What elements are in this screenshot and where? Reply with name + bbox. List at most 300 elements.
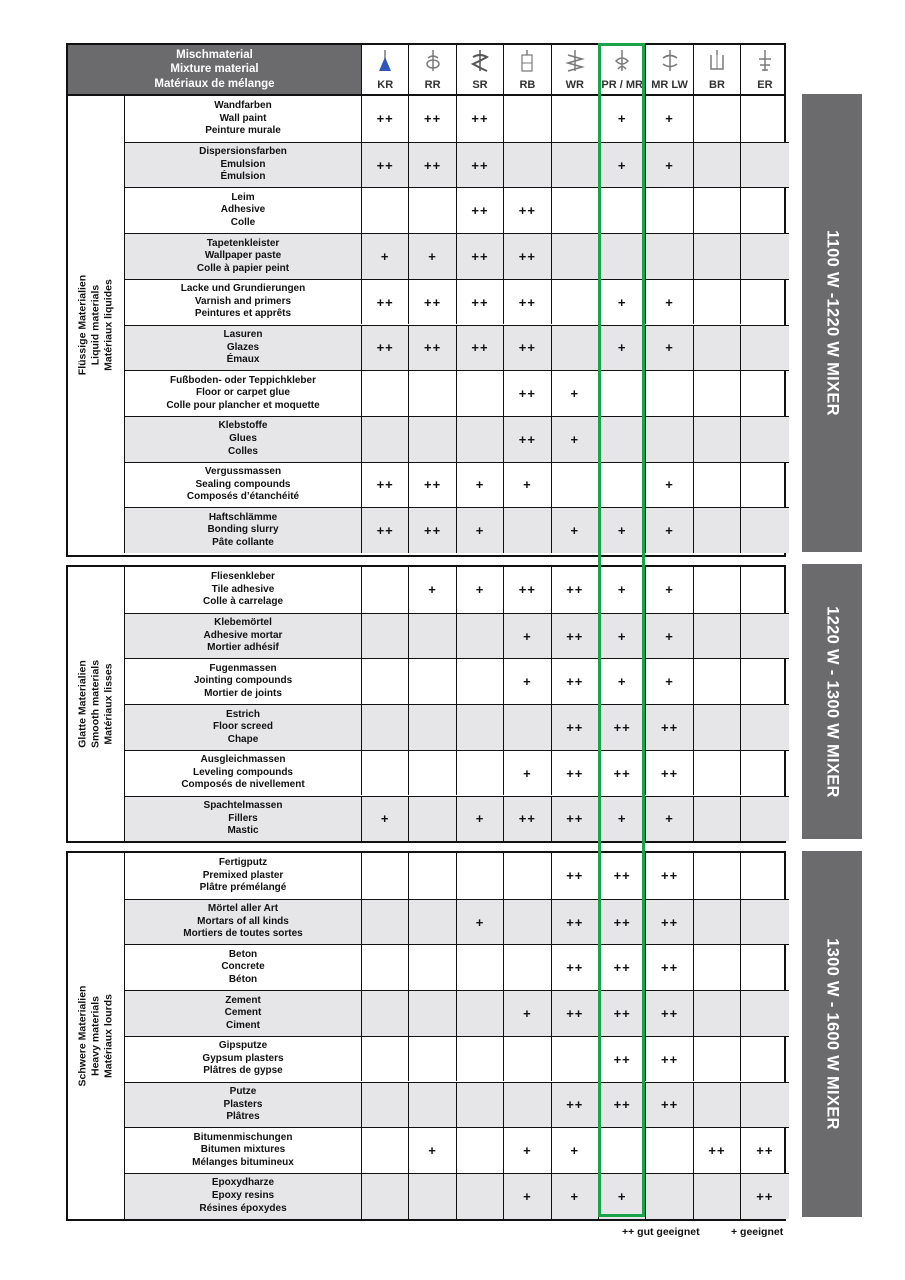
rating-cell: ++ <box>599 704 646 750</box>
column-header-wr <box>552 45 599 94</box>
rating-cell <box>409 613 456 659</box>
rating-cell <box>552 279 599 325</box>
rating-cell: ++ <box>362 507 409 553</box>
rating-cell <box>362 750 409 796</box>
material-name <box>125 507 362 553</box>
material-name-line: Lasuren <box>223 328 263 340</box>
rating-cell <box>599 233 646 279</box>
rating-cell <box>457 416 504 462</box>
rating-cell: ++ <box>599 990 646 1036</box>
rating-cell <box>362 853 409 899</box>
material-name-line: Bitumen mixtures <box>200 1144 286 1156</box>
table-row <box>68 658 784 704</box>
material-name <box>125 613 362 659</box>
rating-cell <box>362 1127 409 1173</box>
material-name-line: Concrete <box>221 961 265 973</box>
material-name-line: Zement <box>225 994 261 1006</box>
rating-cell: ++ <box>552 796 599 842</box>
rating-cell <box>741 853 788 899</box>
table-row <box>68 370 784 416</box>
group-label-line: Glatte Materialien <box>76 660 89 748</box>
rating-cell <box>646 1173 693 1219</box>
rating-cell: ++ <box>646 990 693 1036</box>
rating-cell <box>362 1036 409 1082</box>
rating-cell <box>694 899 741 945</box>
material-name-line: Dispersionsfarben <box>199 146 287 158</box>
rating-cell <box>409 704 456 750</box>
rating-cell <box>457 704 504 750</box>
material-name-line: Gipsputze <box>218 1040 268 1052</box>
material-group-3 <box>66 851 786 1221</box>
material-name <box>125 853 362 899</box>
rating-cell: + <box>646 658 693 704</box>
rating-cell: ++ <box>504 279 551 325</box>
rating-cell <box>457 613 504 659</box>
rating-cell <box>409 796 456 842</box>
rating-cell <box>741 325 788 371</box>
material-name-line: Bitumenmischungen <box>193 1131 293 1143</box>
material-name-line: Wall paint <box>219 112 267 124</box>
material-name-line: Vergussmassen <box>204 466 282 478</box>
rating-cell: + <box>599 796 646 842</box>
rating-cell <box>694 567 741 613</box>
material-name-line: Plâtre prémélangé <box>199 882 287 894</box>
rating-cell: + <box>599 96 646 142</box>
rating-cell <box>409 899 456 945</box>
rating-cell <box>457 750 504 796</box>
rating-cell <box>552 462 599 508</box>
rating-cell <box>741 704 788 750</box>
rating-cell <box>694 750 741 796</box>
rating-cell <box>599 416 646 462</box>
material-name-line: Émulsion <box>220 171 266 183</box>
rating-cell <box>362 187 409 233</box>
rating-cell <box>504 944 551 990</box>
rating-cell: + <box>646 507 693 553</box>
material-name <box>125 899 362 945</box>
rating-cell: + <box>646 142 693 188</box>
rating-cell <box>694 187 741 233</box>
material-name <box>125 944 362 990</box>
material-name-line: Premixed plaster <box>202 869 284 881</box>
rating-cell <box>741 187 788 233</box>
wattage-label: 1100 W -1220 W MIXER <box>823 230 842 416</box>
column-code: SR <box>472 79 488 91</box>
material-name <box>125 704 362 750</box>
rating-cell: + <box>504 658 551 704</box>
table-row <box>68 944 784 990</box>
material-name <box>125 325 362 371</box>
material-name-line: Mortiers de toutes sortes <box>183 928 303 940</box>
rating-cell <box>409 370 456 416</box>
rating-cell: ++ <box>362 462 409 508</box>
rating-cell: ++ <box>646 1082 693 1128</box>
rating-cell: ++ <box>552 899 599 945</box>
material-name-line: Sealing compounds <box>195 478 291 490</box>
rating-cell: + <box>646 462 693 508</box>
material-name-line: Plâtres <box>226 1111 260 1123</box>
material-name-line: Klebemörtel <box>214 617 272 629</box>
rating-cell <box>694 96 741 142</box>
rating-cell: ++ <box>552 750 599 796</box>
rating-cell <box>457 370 504 416</box>
column-header-mr-lw <box>646 45 693 94</box>
rating-cell <box>694 416 741 462</box>
column-code: RR <box>424 79 441 91</box>
rating-cell <box>741 142 788 188</box>
rating-cell <box>694 1173 741 1219</box>
rating-cell: + <box>646 796 693 842</box>
rating-cell <box>552 142 599 188</box>
rating-cell: + <box>552 370 599 416</box>
group-label-line: Liquid materials <box>89 284 102 365</box>
rating-cell: ++ <box>409 462 456 508</box>
table-row <box>68 233 784 279</box>
rating-cell <box>741 416 788 462</box>
rating-cell: ++ <box>504 416 551 462</box>
rating-cell <box>504 96 551 142</box>
rating-cell <box>362 370 409 416</box>
rating-cell <box>552 325 599 371</box>
group-label-line: Smooth materials <box>89 659 102 749</box>
rating-cell <box>362 1173 409 1219</box>
rating-cell <box>552 187 599 233</box>
group-label-line: Flüssige Materialien <box>76 274 89 375</box>
material-name-line: Colle à papier peint <box>196 262 290 274</box>
table-row <box>68 567 784 613</box>
rating-cell <box>694 944 741 990</box>
column-header-er <box>741 45 788 94</box>
rating-cell <box>741 370 788 416</box>
rating-cell <box>694 233 741 279</box>
rating-cell <box>741 1036 788 1082</box>
column-header-pr-mr <box>599 45 646 94</box>
rating-cell: + <box>504 990 551 1036</box>
group-label-line: Matériaux lourds <box>102 993 115 1079</box>
table-row <box>68 416 784 462</box>
rating-cell: ++ <box>552 658 599 704</box>
legend-good: ++ gut geeignet <box>622 1226 700 1238</box>
wattage-sidebar <box>802 564 862 839</box>
rating-cell: ++ <box>552 990 599 1036</box>
rating-cell <box>646 187 693 233</box>
rating-cell: + <box>409 1127 456 1173</box>
rating-cell <box>694 462 741 508</box>
rating-cell <box>504 142 551 188</box>
material-name-line: Estrich <box>226 708 260 720</box>
material-name-line: Fertigputz <box>218 856 268 868</box>
rating-cell <box>694 613 741 659</box>
rating-cell: + <box>457 567 504 613</box>
material-name <box>125 142 362 188</box>
rating-cell: ++ <box>694 1127 741 1173</box>
rating-cell: ++ <box>457 187 504 233</box>
rating-cell <box>694 990 741 1036</box>
rating-cell <box>694 853 741 899</box>
material-name <box>125 750 362 796</box>
material-name <box>125 1036 362 1082</box>
rating-cell <box>362 1082 409 1128</box>
material-name-line: Colle pour plancher et moquette <box>166 399 320 411</box>
rating-cell: ++ <box>504 796 551 842</box>
rating-cell <box>741 796 788 842</box>
rating-cell <box>741 567 788 613</box>
rating-cell <box>409 658 456 704</box>
rating-cell: ++ <box>409 142 456 188</box>
rating-cell <box>694 279 741 325</box>
group-label-line: Matériaux liquides <box>102 278 115 371</box>
group-label-line: Matériaux lisses <box>102 663 115 745</box>
material-name <box>125 370 362 416</box>
material-name <box>125 96 362 142</box>
rating-cell: + <box>552 1127 599 1173</box>
table-row <box>68 796 784 842</box>
material-name-line: Colle <box>230 217 256 229</box>
material-name <box>125 1127 362 1173</box>
rating-cell: + <box>504 462 551 508</box>
rating-cell: + <box>599 567 646 613</box>
material-name-line: Ausgleichmassen <box>200 754 286 766</box>
rating-cell <box>694 370 741 416</box>
table-row <box>68 325 784 371</box>
material-name-line: Composés d’étanchéité <box>186 491 300 503</box>
column-code: ER <box>757 79 773 91</box>
column-code: KR <box>377 79 394 91</box>
material-name-line: Colles <box>227 445 258 457</box>
rating-cell: ++ <box>504 187 551 233</box>
wattage-sidebar <box>802 851 862 1217</box>
rating-cell <box>646 1127 693 1173</box>
material-name-line: Béton <box>228 974 258 986</box>
rating-cell: ++ <box>552 613 599 659</box>
rating-cell <box>362 990 409 1036</box>
rating-cell: ++ <box>646 944 693 990</box>
column-header-br <box>694 45 741 94</box>
rating-cell: ++ <box>599 1036 646 1082</box>
table-row <box>68 507 784 553</box>
rating-cell: ++ <box>504 370 551 416</box>
material-name-line: Émaux <box>226 354 260 366</box>
rating-cell <box>646 416 693 462</box>
rating-cell <box>409 990 456 1036</box>
rating-cell: ++ <box>599 853 646 899</box>
rating-cell <box>694 142 741 188</box>
rating-cell <box>504 1082 551 1128</box>
rating-cell: ++ <box>409 279 456 325</box>
rating-cell <box>457 1127 504 1173</box>
column-header-rb <box>504 45 551 94</box>
table-row <box>68 704 784 750</box>
rating-cell: ++ <box>504 325 551 371</box>
rating-cell: + <box>646 613 693 659</box>
rating-cell: ++ <box>646 899 693 945</box>
material-name-line: Plâtres de gypse <box>203 1065 283 1077</box>
rating-cell: ++ <box>646 1036 693 1082</box>
rating-cell <box>457 944 504 990</box>
table-row <box>68 990 784 1036</box>
material-name <box>125 1082 362 1128</box>
material-name <box>125 416 362 462</box>
material-name-line: Colle à carrelage <box>202 596 284 608</box>
rating-cell <box>504 704 551 750</box>
rating-cell <box>741 944 788 990</box>
rating-cell <box>552 233 599 279</box>
rating-cell: + <box>457 899 504 945</box>
material-name <box>125 658 362 704</box>
material-name-line: Mortars of all kinds <box>197 915 289 927</box>
material-name-line: Mélanges bitumineux <box>192 1156 294 1168</box>
rating-cell: + <box>504 1127 551 1173</box>
rating-cell <box>504 853 551 899</box>
rating-cell: ++ <box>552 704 599 750</box>
rating-cell: ++ <box>741 1173 788 1219</box>
rating-cell: ++ <box>409 507 456 553</box>
rating-cell: ++ <box>552 567 599 613</box>
rating-cell: ++ <box>362 279 409 325</box>
table-header <box>66 43 786 96</box>
rating-cell <box>362 613 409 659</box>
material-name-line: Bonding slurry <box>207 524 279 536</box>
column-header-sr <box>457 45 504 94</box>
material-name <box>125 567 362 613</box>
rating-cell: + <box>457 796 504 842</box>
rating-cell <box>694 658 741 704</box>
rating-cell: ++ <box>552 1082 599 1128</box>
rating-cell: ++ <box>362 325 409 371</box>
rating-cell <box>599 462 646 508</box>
rating-cell: + <box>599 507 646 553</box>
material-name-line: Gypsum plasters <box>202 1052 284 1064</box>
rating-cell: ++ <box>409 325 456 371</box>
material-name-line: Résines époxydes <box>199 1202 287 1214</box>
rating-cell: ++ <box>599 1082 646 1128</box>
wattage-label: 1300 W - 1600 W MIXER <box>823 938 842 1130</box>
material-name <box>125 990 362 1036</box>
material-group-2 <box>66 565 786 843</box>
rating-cell: + <box>646 325 693 371</box>
table-row <box>68 96 784 142</box>
material-name-line: Wandfarben <box>214 99 272 111</box>
rating-cell <box>362 567 409 613</box>
rating-cell <box>741 658 788 704</box>
material-name-line: Mörtel aller Art <box>207 903 279 915</box>
rating-cell: + <box>409 567 456 613</box>
rating-cell <box>457 1036 504 1082</box>
material-name-line: Mortier adhésif <box>207 642 279 654</box>
rating-cell <box>409 1036 456 1082</box>
rating-cell: + <box>646 96 693 142</box>
table-row <box>68 462 784 508</box>
rating-cell <box>741 279 788 325</box>
rating-cell: ++ <box>646 853 693 899</box>
rating-cell: + <box>362 796 409 842</box>
material-name <box>125 187 362 233</box>
rating-cell <box>741 462 788 508</box>
header-title-line: Mixture material <box>170 63 259 76</box>
material-name-line: Varnish and primers <box>194 295 292 307</box>
material-name-line: Fugenmassen <box>209 662 277 674</box>
material-name <box>125 462 362 508</box>
table-row <box>68 279 784 325</box>
rating-cell: ++ <box>741 1127 788 1173</box>
material-name-line: Beton <box>228 948 258 960</box>
legend-suitable: + geeignet <box>731 1226 784 1238</box>
rating-cell <box>694 507 741 553</box>
rating-cell <box>599 187 646 233</box>
material-name-line: Composés de nivellement <box>181 779 305 791</box>
group-label-line: Heavy materials <box>89 996 102 1076</box>
rating-cell <box>741 1082 788 1128</box>
rating-cell: ++ <box>504 567 551 613</box>
material-name-line: Floor or carpet glue <box>196 387 290 399</box>
rating-cell <box>741 613 788 659</box>
rating-cell <box>741 750 788 796</box>
rating-cell <box>599 1127 646 1173</box>
material-name-line: Floor screed <box>212 721 274 733</box>
rating-cell <box>362 704 409 750</box>
rating-cell <box>409 1173 456 1219</box>
material-name-line: Chape <box>227 733 259 745</box>
wattage-sidebar <box>802 94 862 552</box>
rating-cell: + <box>552 507 599 553</box>
rating-cell: ++ <box>457 325 504 371</box>
rating-cell: + <box>646 279 693 325</box>
rating-cell: + <box>552 416 599 462</box>
rating-cell <box>741 96 788 142</box>
rating-cell <box>646 233 693 279</box>
rating-cell: + <box>599 613 646 659</box>
rating-cell: + <box>362 233 409 279</box>
rating-cell: ++ <box>362 142 409 188</box>
rating-cell: ++ <box>552 944 599 990</box>
material-name-line: Jointing compounds <box>193 675 293 687</box>
material-name-line: Adhesive <box>220 204 266 216</box>
column-header-kr <box>362 45 409 94</box>
rating-cell: ++ <box>599 899 646 945</box>
material-name-line: Ciment <box>226 1019 260 1031</box>
rating-cell <box>409 944 456 990</box>
column-header-rr <box>409 45 456 94</box>
material-name-line: Spachtelmassen <box>203 799 283 811</box>
rating-cell <box>504 1036 551 1082</box>
rating-cell: + <box>599 658 646 704</box>
mixture-material-header <box>68 45 362 94</box>
rating-cell <box>694 1082 741 1128</box>
rating-cell: + <box>599 279 646 325</box>
rating-cell <box>552 96 599 142</box>
rating-cell <box>504 899 551 945</box>
material-name-line: Wallpaper paste <box>204 250 282 262</box>
wattage-label: 1220 W - 1300 W MIXER <box>823 605 842 798</box>
rating-cell: ++ <box>599 944 646 990</box>
rating-cell <box>694 704 741 750</box>
material-name-line: Glues <box>229 432 257 444</box>
rating-cell: + <box>457 507 504 553</box>
rating-cell: ++ <box>362 96 409 142</box>
rating-cell: ++ <box>457 96 504 142</box>
column-code: WR <box>565 79 584 91</box>
material-name-line: Plasters <box>223 1098 263 1110</box>
material-name-line: Pâte collante <box>212 536 274 548</box>
column-code: MR LW <box>651 79 688 91</box>
rating-cell: + <box>504 750 551 796</box>
rating-cell: + <box>599 142 646 188</box>
rating-cell: + <box>504 613 551 659</box>
material-name-line: Leveling compounds <box>192 766 293 778</box>
rating-cell <box>741 899 788 945</box>
table-row <box>68 1173 784 1219</box>
column-code: PR / MR <box>601 79 643 91</box>
